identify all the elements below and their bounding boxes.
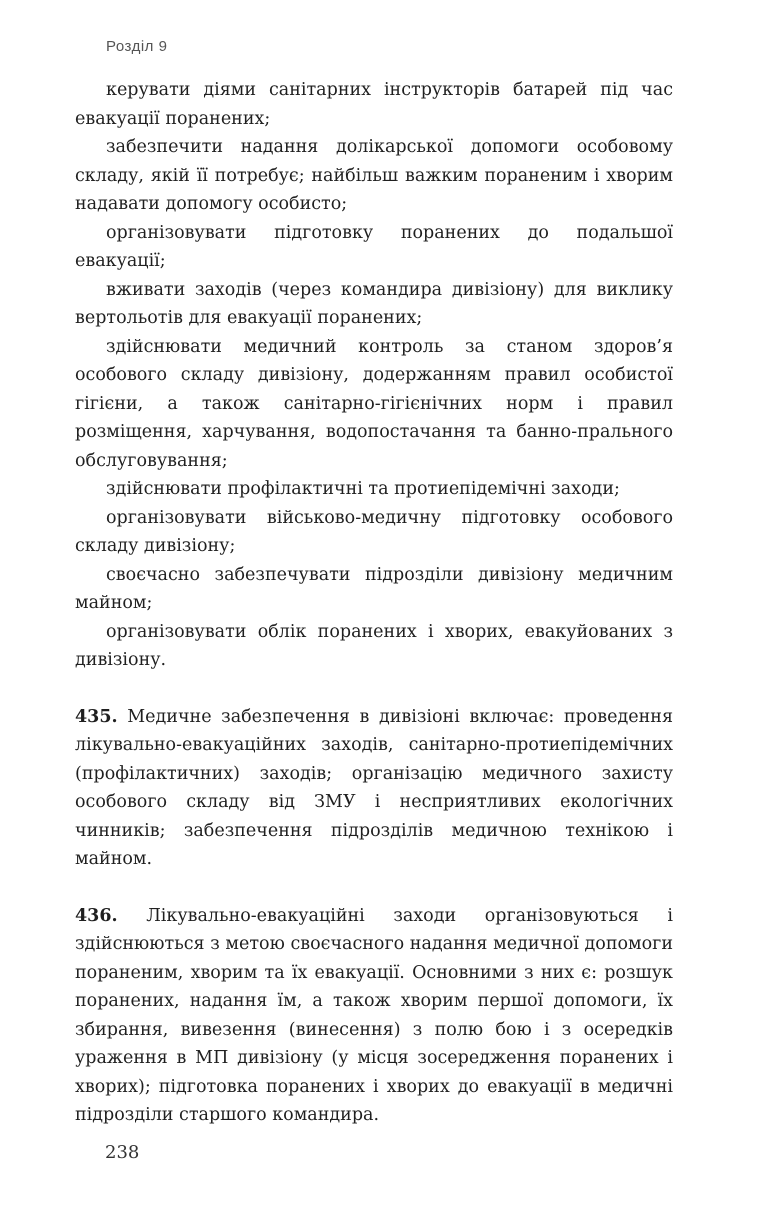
paragraph-number: 435. bbox=[75, 706, 118, 727]
page-number: 238 bbox=[105, 1142, 140, 1163]
list-item: здійснювати профілактичні та протиепідемічні заходи; bbox=[106, 479, 620, 499]
paragraph-text: Лікувально-евакуаційні заходи організовуються і здійснюються з метою своєчасного надання медичної допомоги пораненим, хворим та їх евакуації. Основними з них є: розшук поранених, надання їм, а також хворим першої допомоги, їх збирання, вивезення (винесення) з полю бою і з осередків ураження в МП дивізіону (у місця зосередження поранених і хворих); підготовка поранених і хворих до евакуації в медичні підрозділи старшого командира. bbox=[75, 905, 673, 1125]
paragraph-435 bbox=[75, 703, 673, 874]
list-item: своєчасно забезпечувати підрозділи дивізіону медичним майном; bbox=[75, 564, 673, 613]
paragraph-436 bbox=[75, 902, 673, 1130]
paragraph-text: Медичне забезпечення в дивізіоні включає: проведення лікувально-евакуаційних заходів, санітарно-протиепідемічних (профілактичних) заходів; організацію медичного захисту особового складу від ЗМУ і несприятливих екологічних чинників; забезпечення підрозділів медичною технікою і майном. bbox=[75, 706, 673, 869]
list-item: забезпечити надання долікарської допомоги особовому складу, якій її потребує; найбільш важким пораненим і хворим надавати допомогу особисто; bbox=[75, 137, 673, 214]
list-item: організовувати облік поранених і хворих, евакуйованих з дивізіону. bbox=[75, 621, 673, 670]
list-item: вживати заходів (через командира дивізіону) для виклику вертольотів для евакуації поранених; bbox=[75, 279, 673, 328]
list-item: керувати діями санітарних інструкторів батарей під час евакуації поранених; bbox=[75, 80, 673, 129]
paragraph-number: 436. bbox=[75, 905, 118, 926]
running-head: Розділ 9 bbox=[106, 38, 168, 55]
list-item: здійснювати медичний контроль за станом здоров’я особового складу дивізіону, додержанням правил особистої гігієни, а також санітарно-гігієнічних норм і правил розміщення, харчування, водопостачання та банно-прального обслуговування; bbox=[75, 336, 673, 471]
list-item: організовувати військово-медичну підготовку особового складу дивізіону; bbox=[75, 507, 673, 556]
page-body bbox=[75, 76, 673, 1130]
list-item: організовувати підготовку поранених до подальшої евакуації; bbox=[75, 222, 673, 271]
